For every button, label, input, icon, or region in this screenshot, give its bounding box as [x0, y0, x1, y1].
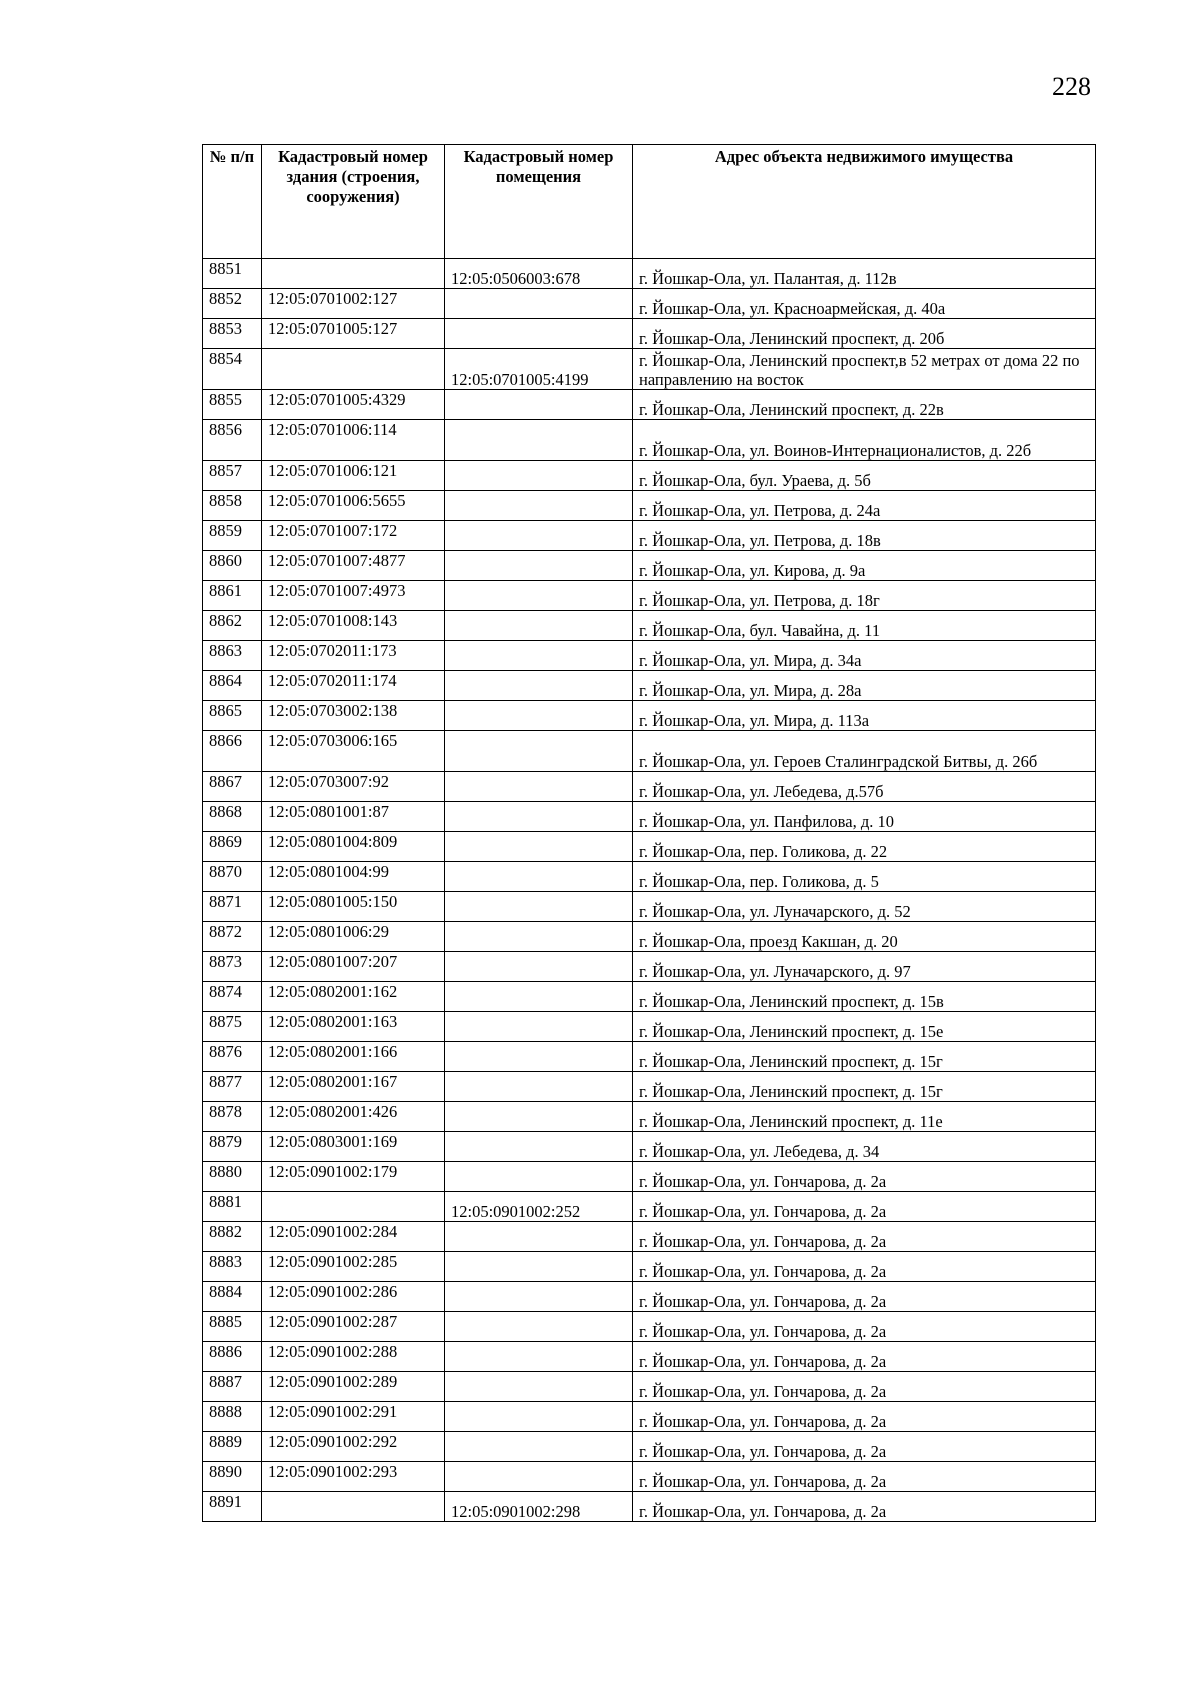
- property-address: г. Йошкар-Ола, ул. Гончарова, д. 2а: [633, 1342, 1096, 1372]
- property-address: г. Йошкар-Ола, ул. Лебедева, д.57б: [633, 772, 1096, 802]
- row-number: 8867: [203, 772, 262, 802]
- property-address: г. Йошкар-Ола, Ленинский проспект, д. 15г: [633, 1042, 1096, 1072]
- room-cadastral-number: [445, 952, 633, 982]
- room-cadastral-number: [445, 420, 633, 461]
- property-address: г. Йошкар-Ола, ул. Воинов-Интернационалистов, д. 22б: [633, 420, 1096, 461]
- property-address: г. Йошкар-Ола, ул. Петрова, д. 24а: [633, 491, 1096, 521]
- building-cadastral-number: 12:05:0901002:288: [262, 1342, 445, 1372]
- building-cadastral-number: [262, 1192, 445, 1222]
- property-address: г. Йошкар-Ола, Ленинский проспект, д. 15г: [633, 1072, 1096, 1102]
- table-row: [203, 982, 1096, 1012]
- property-address: г. Йошкар-Ола, ул. Гончарова, д. 2а: [633, 1372, 1096, 1402]
- room-cadastral-number: [445, 802, 633, 832]
- building-cadastral-number: 12:05:0801006:29: [262, 922, 445, 952]
- room-cadastral-number: [445, 701, 633, 731]
- row-number: 8854: [203, 349, 262, 390]
- row-number: 8859: [203, 521, 262, 551]
- room-cadastral-number: [445, 922, 633, 952]
- room-cadastral-number: [445, 1012, 633, 1042]
- row-number: 8869: [203, 832, 262, 862]
- row-number: 8870: [203, 862, 262, 892]
- property-address: г. Йошкар-Ола, ул. Гончарова, д. 2а: [633, 1462, 1096, 1492]
- row-number: 8888: [203, 1402, 262, 1432]
- property-address: г. Йошкар-Ола, ул. Гончарова, д. 2а: [633, 1162, 1096, 1192]
- table-row: [203, 319, 1096, 349]
- row-number: 8877: [203, 1072, 262, 1102]
- property-address: г. Йошкар-Ола, ул. Луначарского, д. 97: [633, 952, 1096, 982]
- property-address: г. Йошкар-Ола, ул. Гончарова, д. 2а: [633, 1252, 1096, 1282]
- building-cadastral-number: 12:05:0802001:163: [262, 1012, 445, 1042]
- table-row: [203, 461, 1096, 491]
- room-cadastral-number: [445, 1252, 633, 1282]
- building-cadastral-number: 12:05:0801004:809: [262, 832, 445, 862]
- building-cadastral-number: 12:05:0901002:179: [262, 1162, 445, 1192]
- property-address: г. Йошкар-Ола, ул. Гончарова, д. 2а: [633, 1492, 1096, 1522]
- table-row: [203, 1222, 1096, 1252]
- row-number: 8853: [203, 319, 262, 349]
- table-row: [203, 1282, 1096, 1312]
- row-number: 8881: [203, 1192, 262, 1222]
- room-cadastral-number: [445, 641, 633, 671]
- table-row: [203, 892, 1096, 922]
- property-registry-table: [202, 144, 1096, 1522]
- property-address: г. Йошкар-Ола, ул. Мира, д. 113а: [633, 701, 1096, 731]
- table-row: [203, 1042, 1096, 1072]
- room-cadastral-number: [445, 1372, 633, 1402]
- building-cadastral-number: 12:05:0803001:169: [262, 1132, 445, 1162]
- room-cadastral-number: 12:05:0506003:678: [445, 259, 633, 289]
- room-cadastral-number: [445, 1102, 633, 1132]
- row-number: 8871: [203, 892, 262, 922]
- table-row: [203, 1012, 1096, 1042]
- building-cadastral-number: 12:05:0901002:293: [262, 1462, 445, 1492]
- row-number: 8886: [203, 1342, 262, 1372]
- header-address: Адрес объекта недвижимого имущества: [633, 145, 1096, 259]
- row-number: 8875: [203, 1012, 262, 1042]
- table-row: [203, 1162, 1096, 1192]
- property-address: г. Йошкар-Ола, пер. Голикова, д. 5: [633, 862, 1096, 892]
- building-cadastral-number: 12:05:0701007:4877: [262, 551, 445, 581]
- table-row: [203, 1372, 1096, 1402]
- room-cadastral-number: [445, 832, 633, 862]
- header-num: № п/п: [203, 145, 262, 259]
- table-row: [203, 1312, 1096, 1342]
- row-number: 8873: [203, 952, 262, 982]
- building-cadastral-number: 12:05:0703002:138: [262, 701, 445, 731]
- table-row: [203, 1252, 1096, 1282]
- building-cadastral-number: 12:05:0702011:174: [262, 671, 445, 701]
- table-row: [203, 1402, 1096, 1432]
- table-row: [203, 671, 1096, 701]
- table-row: [203, 491, 1096, 521]
- room-cadastral-number: [445, 1402, 633, 1432]
- row-number: 8880: [203, 1162, 262, 1192]
- room-cadastral-number: [445, 319, 633, 349]
- building-cadastral-number: 12:05:0901002:286: [262, 1282, 445, 1312]
- table-row: [203, 1462, 1096, 1492]
- building-cadastral-number: 12:05:0802001:166: [262, 1042, 445, 1072]
- table-body: [203, 259, 1096, 1522]
- table-row: [203, 802, 1096, 832]
- building-cadastral-number: [262, 259, 445, 289]
- row-number: 8882: [203, 1222, 262, 1252]
- row-number: 8862: [203, 611, 262, 641]
- room-cadastral-number: [445, 1342, 633, 1372]
- property-address: г. Йошкар-Ола, ул. Луначарского, д. 52: [633, 892, 1096, 922]
- room-cadastral-number: [445, 1132, 633, 1162]
- table-row: [203, 641, 1096, 671]
- property-address: г. Йошкар-Ола, Ленинский проспект, д. 11е: [633, 1102, 1096, 1132]
- row-number: 8855: [203, 390, 262, 420]
- row-number: 8866: [203, 731, 262, 772]
- property-address: г. Йошкар-Ола, ул. Петрова, д. 18г: [633, 581, 1096, 611]
- table-row: [203, 420, 1096, 461]
- property-address: г. Йошкар-Ола, ул. Мира, д. 34а: [633, 641, 1096, 671]
- table-row: [203, 349, 1096, 390]
- room-cadastral-number: [445, 1282, 633, 1312]
- table-row: [203, 772, 1096, 802]
- row-number: 8872: [203, 922, 262, 952]
- table-row: [203, 832, 1096, 862]
- room-cadastral-number: [445, 611, 633, 641]
- header-building-cadastral: Кадастровый номер здания (строения, сооружения): [262, 145, 445, 259]
- table-row: [203, 1192, 1096, 1222]
- row-number: 8868: [203, 802, 262, 832]
- table-row: [203, 1342, 1096, 1372]
- property-address: г. Йошкар-Ола, ул. Красноармейская, д. 40а: [633, 289, 1096, 319]
- room-cadastral-number: 12:05:0701005:4199: [445, 349, 633, 390]
- property-address: г. Йошкар-Ола, ул. Мира, д. 28а: [633, 671, 1096, 701]
- row-number: 8885: [203, 1312, 262, 1342]
- room-cadastral-number: [445, 862, 633, 892]
- row-number: 8863: [203, 641, 262, 671]
- table-row: [203, 611, 1096, 641]
- building-cadastral-number: 12:05:0701005:127: [262, 319, 445, 349]
- room-cadastral-number: [445, 772, 633, 802]
- building-cadastral-number: 12:05:0802001:167: [262, 1072, 445, 1102]
- room-cadastral-number: [445, 289, 633, 319]
- room-cadastral-number: [445, 671, 633, 701]
- building-cadastral-number: 12:05:0702011:173: [262, 641, 445, 671]
- row-number: 8874: [203, 982, 262, 1012]
- building-cadastral-number: 12:05:0901002:287: [262, 1312, 445, 1342]
- header-room-cadastral: Кадастровый номер помещения: [445, 145, 633, 259]
- building-cadastral-number: 12:05:0701002:127: [262, 289, 445, 319]
- building-cadastral-number: 12:05:0701007:4973: [262, 581, 445, 611]
- row-number: 8891: [203, 1492, 262, 1522]
- building-cadastral-number: [262, 349, 445, 390]
- table-row: [203, 952, 1096, 982]
- room-cadastral-number: [445, 390, 633, 420]
- building-cadastral-number: 12:05:0701006:5655: [262, 491, 445, 521]
- property-address: г. Йошкар-Ола, Ленинский проспект, д. 15в: [633, 982, 1096, 1012]
- building-cadastral-number: 12:05:0801005:150: [262, 892, 445, 922]
- property-address: г. Йошкар-Ола, ул. Гончарова, д. 2а: [633, 1432, 1096, 1462]
- table-row: [203, 701, 1096, 731]
- building-cadastral-number: 12:05:0703006:165: [262, 731, 445, 772]
- table-row: [203, 551, 1096, 581]
- table-row: [203, 259, 1096, 289]
- row-number: 8876: [203, 1042, 262, 1072]
- property-address: г. Йошкар-Ола, ул. Панфилова, д. 10: [633, 802, 1096, 832]
- table-row: [203, 521, 1096, 551]
- room-cadastral-number: [445, 1312, 633, 1342]
- property-address: г. Йошкар-Ола, ул. Палантая, д. 112в: [633, 259, 1096, 289]
- room-cadastral-number: [445, 1222, 633, 1252]
- row-number: 8857: [203, 461, 262, 491]
- table-header-row: [203, 145, 1096, 259]
- table-row: [203, 390, 1096, 420]
- property-address: г. Йошкар-Ола, ул. Гончарова, д. 2а: [633, 1222, 1096, 1252]
- row-number: 8864: [203, 671, 262, 701]
- table-row: [203, 581, 1096, 611]
- building-cadastral-number: 12:05:0703007:92: [262, 772, 445, 802]
- row-number: 8861: [203, 581, 262, 611]
- row-number: 8856: [203, 420, 262, 461]
- building-cadastral-number: 12:05:0802001:426: [262, 1102, 445, 1132]
- room-cadastral-number: [445, 1072, 633, 1102]
- table-row: [203, 922, 1096, 952]
- room-cadastral-number: 12:05:0901002:298: [445, 1492, 633, 1522]
- room-cadastral-number: [445, 551, 633, 581]
- building-cadastral-number: [262, 1492, 445, 1522]
- room-cadastral-number: [445, 1432, 633, 1462]
- row-number: 8860: [203, 551, 262, 581]
- room-cadastral-number: [445, 982, 633, 1012]
- property-address: г. Йошкар-Ола, ул. Гончарова, д. 2а: [633, 1282, 1096, 1312]
- table-row: [203, 1102, 1096, 1132]
- room-cadastral-number: 12:05:0901002:252: [445, 1192, 633, 1222]
- property-address: г. Йошкар-Ола, бул. Ураева, д. 5б: [633, 461, 1096, 491]
- building-cadastral-number: 12:05:0901002:291: [262, 1402, 445, 1432]
- building-cadastral-number: 12:05:0701006:114: [262, 420, 445, 461]
- property-address: г. Йошкар-Ола, Ленинский проспект,в 52 метрах от дома 22 по направлению на восток: [633, 349, 1096, 390]
- building-cadastral-number: 12:05:0802001:162: [262, 982, 445, 1012]
- property-address: г. Йошкар-Ола, ул. Гончарова, д. 2а: [633, 1402, 1096, 1432]
- building-cadastral-number: 12:05:0901002:284: [262, 1222, 445, 1252]
- room-cadastral-number: [445, 521, 633, 551]
- row-number: 8852: [203, 289, 262, 319]
- building-cadastral-number: 12:05:0701007:172: [262, 521, 445, 551]
- room-cadastral-number: [445, 461, 633, 491]
- property-address: г. Йошкар-Ола, ул. Гончарова, д. 2а: [633, 1192, 1096, 1222]
- property-address: г. Йошкар-Ола, ул. Лебедева, д. 34: [633, 1132, 1096, 1162]
- building-cadastral-number: 12:05:0701005:4329: [262, 390, 445, 420]
- row-number: 8889: [203, 1432, 262, 1462]
- property-address: г. Йошкар-Ола, Ленинский проспект, д. 22в: [633, 390, 1096, 420]
- table-row: [203, 1132, 1096, 1162]
- row-number: 8878: [203, 1102, 262, 1132]
- row-number: 8865: [203, 701, 262, 731]
- table-row: [203, 289, 1096, 319]
- row-number: 8883: [203, 1252, 262, 1282]
- property-address: г. Йошкар-Ола, ул. Героев Сталинградской Битвы, д. 26б: [633, 731, 1096, 772]
- room-cadastral-number: [445, 581, 633, 611]
- table-row: [203, 731, 1096, 772]
- property-address: г. Йошкар-Ола, Ленинский проспект, д. 15е: [633, 1012, 1096, 1042]
- room-cadastral-number: [445, 892, 633, 922]
- row-number: 8884: [203, 1282, 262, 1312]
- room-cadastral-number: [445, 1042, 633, 1072]
- building-cadastral-number: 12:05:0801007:207: [262, 952, 445, 982]
- row-number: 8858: [203, 491, 262, 521]
- property-address: г. Йошкар-Ола, пер. Голикова, д. 22: [633, 832, 1096, 862]
- row-number: 8851: [203, 259, 262, 289]
- table-row: [203, 1432, 1096, 1462]
- building-cadastral-number: 12:05:0801004:99: [262, 862, 445, 892]
- property-address: г. Йошкар-Ола, проезд Какшан, д. 20: [633, 922, 1096, 952]
- building-cadastral-number: 12:05:0901002:292: [262, 1432, 445, 1462]
- building-cadastral-number: 12:05:0901002:285: [262, 1252, 445, 1282]
- property-address: г. Йошкар-Ола, Ленинский проспект, д. 20б: [633, 319, 1096, 349]
- building-cadastral-number: 12:05:0701008:143: [262, 611, 445, 641]
- row-number: 8890: [203, 1462, 262, 1492]
- row-number: 8879: [203, 1132, 262, 1162]
- building-cadastral-number: 12:05:0801001:87: [262, 802, 445, 832]
- row-number: 8887: [203, 1372, 262, 1402]
- building-cadastral-number: 12:05:0701006:121: [262, 461, 445, 491]
- property-address: г. Йошкар-Ола, ул. Гончарова, д. 2а: [633, 1312, 1096, 1342]
- property-address: г. Йошкар-Ола, ул. Кирова, д. 9а: [633, 551, 1096, 581]
- property-address: г. Йошкар-Ола, бул. Чавайна, д. 11: [633, 611, 1096, 641]
- table-row: [203, 1072, 1096, 1102]
- property-address: г. Йошкар-Ола, ул. Петрова, д. 18в: [633, 521, 1096, 551]
- room-cadastral-number: [445, 1462, 633, 1492]
- room-cadastral-number: [445, 1162, 633, 1192]
- page-number: 228: [1052, 72, 1091, 101]
- table-row: [203, 862, 1096, 892]
- room-cadastral-number: [445, 731, 633, 772]
- room-cadastral-number: [445, 491, 633, 521]
- table-row: [203, 1492, 1096, 1522]
- building-cadastral-number: 12:05:0901002:289: [262, 1372, 445, 1402]
